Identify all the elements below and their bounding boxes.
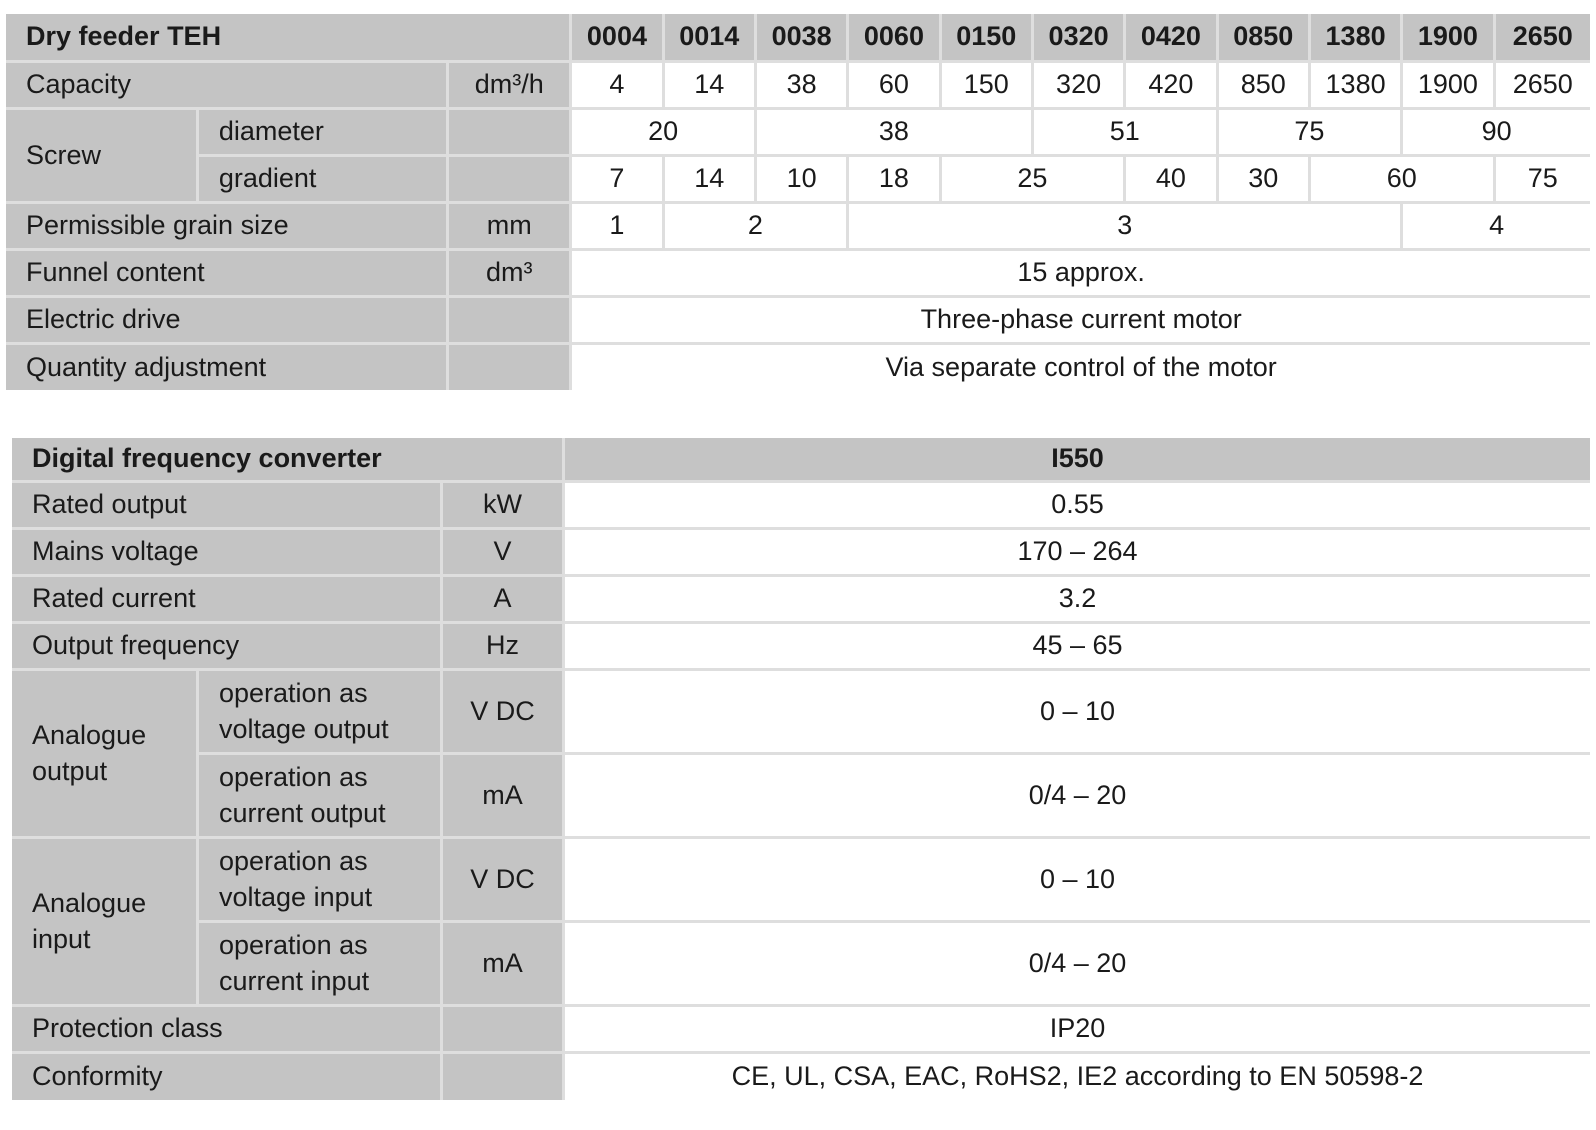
diameter-value: 38 [757, 110, 1034, 157]
analogue-output-voltage-value: 0 – 10 [565, 671, 1590, 755]
output-frequency-row [12, 624, 1590, 671]
screw-gradient-row [6, 157, 1590, 204]
analogue-output-voltage-unit: V DC [443, 671, 565, 755]
protection-row [12, 1007, 1590, 1054]
capacity-value: 420 [1126, 63, 1218, 110]
analogue-output-current-row [12, 755, 1590, 839]
capacity-unit: dm³/h [449, 63, 572, 110]
protection-unit [443, 1007, 565, 1054]
model-header: 0850 [1219, 14, 1311, 63]
model-header: 0320 [1034, 14, 1126, 63]
analogue-input-current-label: operation as current input [199, 923, 443, 1007]
gradient-value: 30 [1219, 157, 1311, 204]
analogue-input-current-value: 0/4 – 20 [565, 923, 1590, 1007]
model-header: 2650 [1496, 14, 1590, 63]
funnel-unit: dm³ [449, 251, 572, 298]
gradient-unit [449, 157, 572, 204]
analogue-input-label: Analogue input [12, 839, 199, 1007]
model-header: 0060 [849, 14, 941, 63]
gradient-value: 75 [1496, 157, 1590, 204]
output-frequency-value: 45 – 65 [565, 624, 1590, 671]
screw-diameter-row [6, 110, 1590, 157]
grain-value: 3 [849, 204, 1403, 251]
analogue-output-current-value: 0/4 – 20 [565, 755, 1590, 839]
analogue-input-voltage-value: 0 – 10 [565, 839, 1590, 923]
model-header: 0420 [1126, 14, 1218, 63]
conformity-value: CE, UL, CSA, EAC, RoHS2, IE2 according to EN 50598-2 [565, 1054, 1590, 1100]
mains-voltage-label: Mains voltage [12, 530, 443, 577]
feeder-title: Dry feeder TEH [6, 14, 572, 63]
diameter-value: 75 [1219, 110, 1404, 157]
analogue-input-current-row [12, 923, 1590, 1007]
protection-label: Protection class [12, 1007, 443, 1054]
rated-output-label: Rated output [12, 483, 443, 530]
mains-voltage-unit: V [443, 530, 565, 577]
drive-row [6, 298, 1590, 345]
diameter-value: 90 [1403, 110, 1590, 157]
capacity-value: 1380 [1311, 63, 1403, 110]
converter-header-row [12, 438, 1590, 483]
quantity-row [6, 345, 1590, 390]
gradient-value: 40 [1126, 157, 1218, 204]
drive-value: Three-phase current motor [572, 298, 1590, 345]
rated-current-label: Rated current [12, 577, 443, 624]
analogue-output-current-label: operation as current output [199, 755, 443, 839]
rated-current-value: 3.2 [565, 577, 1590, 624]
rated-current-unit: A [443, 577, 565, 624]
analogue-input-current-unit: mA [443, 923, 565, 1007]
capacity-value: 14 [665, 63, 757, 110]
gradient-value: 25 [942, 157, 1127, 204]
converter-model: I550 [565, 438, 1590, 483]
gradient-value: 7 [572, 157, 664, 204]
capacity-value: 2650 [1496, 63, 1590, 110]
model-header: 0014 [665, 14, 757, 63]
capacity-label: Capacity [6, 63, 449, 110]
gradient-label: gradient [199, 157, 449, 204]
output-frequency-label: Output frequency [12, 624, 443, 671]
capacity-value: 38 [757, 63, 849, 110]
capacity-value: 60 [849, 63, 941, 110]
rated-current-row [12, 577, 1590, 624]
mains-voltage-value: 170 – 264 [565, 530, 1590, 577]
diameter-value: 20 [572, 110, 757, 157]
quantity-label: Quantity adjustment [6, 345, 449, 390]
quantity-unit [449, 345, 572, 390]
analogue-output-voltage-row [12, 671, 1590, 755]
funnel-label: Funnel content [6, 251, 449, 298]
model-header: 1900 [1403, 14, 1495, 63]
feeder-header-row [6, 14, 1590, 63]
grain-unit: mm [449, 204, 572, 251]
model-header: 0150 [942, 14, 1034, 63]
grain-value: 4 [1403, 204, 1590, 251]
drive-unit [449, 298, 572, 345]
grain-value: 1 [572, 204, 664, 251]
diameter-value: 51 [1034, 110, 1219, 157]
rated-output-row [12, 483, 1590, 530]
analogue-output-label: Analogue output [12, 671, 199, 839]
frequency-converter-table [12, 438, 1590, 1100]
capacity-value: 1900 [1403, 63, 1495, 110]
mains-voltage-row [12, 530, 1590, 577]
converter-title: Digital frequency converter [12, 438, 565, 483]
model-header: 1380 [1311, 14, 1403, 63]
rated-output-unit: kW [443, 483, 565, 530]
grain-value: 2 [665, 204, 850, 251]
conformity-row [12, 1054, 1590, 1100]
analogue-input-voltage-label: operation as voltage input [199, 839, 443, 923]
dry-feeder-table [6, 14, 1590, 390]
output-frequency-unit: Hz [443, 624, 565, 671]
capacity-value: 150 [942, 63, 1034, 110]
capacity-value: 4 [572, 63, 664, 110]
gradient-value: 14 [665, 157, 757, 204]
grain-size-row [6, 204, 1590, 251]
funnel-value: 15 approx. [572, 251, 1590, 298]
analogue-input-voltage-row [12, 839, 1590, 923]
model-header: 0004 [572, 14, 664, 63]
gradient-value: 18 [849, 157, 941, 204]
conformity-unit [443, 1054, 565, 1100]
quantity-value: Via separate control of the motor [572, 345, 1590, 390]
model-header: 0038 [757, 14, 849, 63]
diameter-unit [449, 110, 572, 157]
screw-label: Screw [6, 110, 199, 204]
capacity-value: 850 [1219, 63, 1311, 110]
diameter-label: diameter [199, 110, 449, 157]
rated-output-value: 0.55 [565, 483, 1590, 530]
gradient-value: 60 [1311, 157, 1496, 204]
drive-label: Electric drive [6, 298, 449, 345]
gradient-value: 10 [757, 157, 849, 204]
grain-label: Permissible grain size [6, 204, 449, 251]
funnel-row [6, 251, 1590, 298]
analogue-output-voltage-label: operation as voltage output [199, 671, 443, 755]
capacity-row [6, 63, 1590, 110]
conformity-label: Conformity [12, 1054, 443, 1100]
analogue-output-current-unit: mA [443, 755, 565, 839]
analogue-input-voltage-unit: V DC [443, 839, 565, 923]
protection-value: IP20 [565, 1007, 1590, 1054]
capacity-value: 320 [1034, 63, 1126, 110]
